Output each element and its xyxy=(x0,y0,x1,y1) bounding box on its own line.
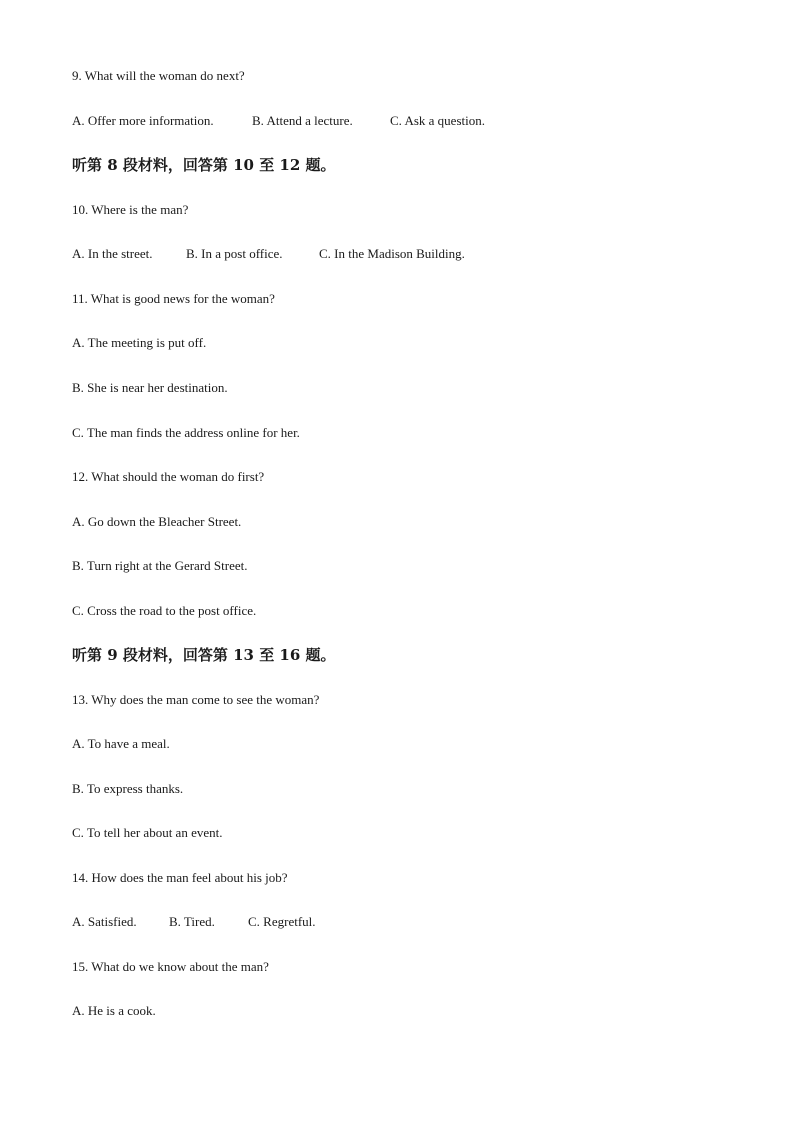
q11-option-a: A. The meeting is put off. xyxy=(72,335,207,350)
question-9-options xyxy=(72,113,485,129)
q14-option-a: A. Satisfied. xyxy=(72,914,137,929)
q14-option-c: C. Regretful. xyxy=(248,914,316,929)
question-11: 11. What is good news for the woman? xyxy=(72,291,275,306)
q9-option-b: B. Attend a lecture. xyxy=(252,113,353,128)
question-15: 15. What do we know about the man? xyxy=(72,959,269,974)
q9-option-a: A. Offer more information. xyxy=(72,113,214,128)
question-12: 12. What should the woman do first? xyxy=(72,469,265,484)
q15-option-a: A. He is a cook. xyxy=(72,1003,156,1018)
q13-option-a: A. To have a meal. xyxy=(72,736,170,751)
q13-option-c: C. To tell her about an event. xyxy=(72,825,223,840)
question-10-options xyxy=(72,246,465,262)
question-9: 9. What will the woman do next? xyxy=(72,68,245,83)
question-14: 14. How does the man feel about his job? xyxy=(72,870,288,885)
q13-option-b: B. To express thanks. xyxy=(72,781,184,796)
question-13: 13. Why does the man come to see the woman? xyxy=(72,692,320,707)
q11-option-c: C. The man finds the address online for her. xyxy=(72,425,300,440)
q11-option-b: B. She is near her destination. xyxy=(72,380,228,395)
q12-option-c: C. Cross the road to the post office. xyxy=(72,603,257,618)
q12-option-b: B. Turn right at the Gerard Street. xyxy=(72,558,248,573)
q10-option-b: B. In a post office. xyxy=(186,246,283,261)
section-heading-9: 听第 9 段材料，回答第 13 至 16 题。 xyxy=(72,646,336,664)
q10-option-c: C. In the Madison Building. xyxy=(319,246,465,261)
q9-option-c: C. Ask a question. xyxy=(390,113,485,128)
question-10: 10. Where is the man? xyxy=(72,202,189,217)
question-14-options xyxy=(72,914,316,930)
q12-option-a: A. Go down the Bleacher Street. xyxy=(72,514,242,529)
q10-option-a: A. In the street. xyxy=(72,246,153,261)
section-heading-8: 听第 8 段材料，回答第 10 至 12 题。 xyxy=(72,156,336,174)
q14-option-b: B. Tired. xyxy=(169,914,215,929)
